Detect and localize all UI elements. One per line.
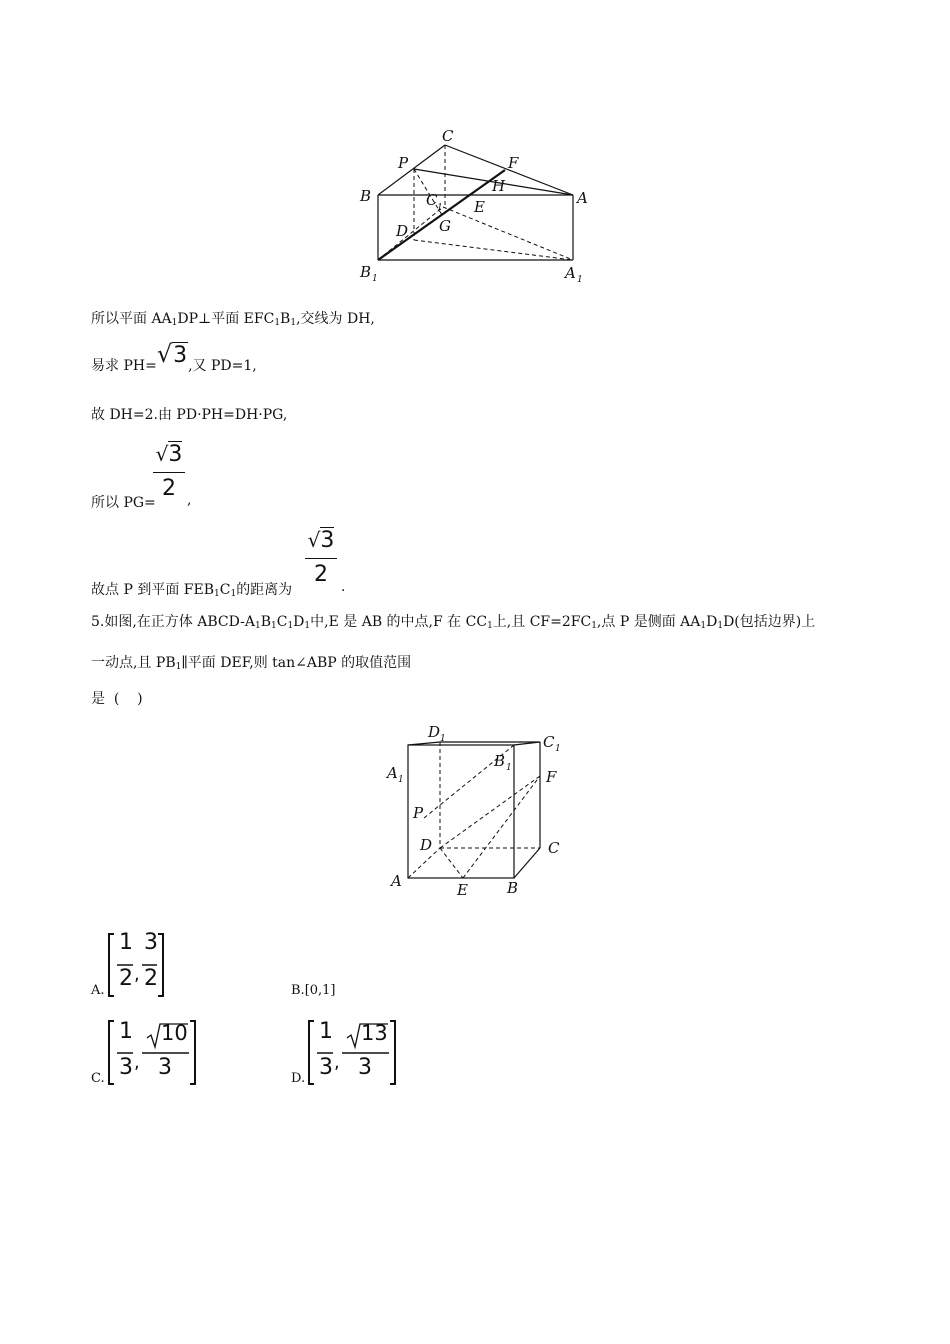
left-bracket: [109, 1021, 114, 1084]
text-segment-group: [91, 579, 292, 599]
radicand: 3: [173, 343, 188, 368]
option-label: A.: [91, 983, 105, 998]
label-E: E: [474, 198, 485, 216]
subscript: 1: [487, 621, 493, 631]
radicand: 3: [168, 442, 183, 467]
text-segment: .: [341, 579, 346, 595]
comma: ,: [134, 1052, 140, 1073]
option-B[interactable]: [291, 983, 336, 998]
text-segment: 一动点,且 PB: [91, 655, 176, 671]
fraction-numerator: 3: [144, 930, 158, 955]
radical-sign: √: [156, 340, 173, 368]
label-F: F: [546, 768, 557, 786]
label-C: C: [442, 127, 454, 145]
edge-BC: [378, 145, 445, 195]
subscript: 1: [214, 589, 220, 599]
label-A1-sub: 1: [398, 775, 404, 785]
sqrt-expression: [156, 340, 188, 368]
left-bracket: [309, 1021, 314, 1084]
fraction-denominator: 2: [314, 562, 328, 587]
text-segment: ,又 PD=1,: [188, 358, 257, 374]
label-F: F: [508, 154, 519, 172]
subscript: 1: [304, 621, 311, 631]
fraction-numerator: 1: [319, 1019, 333, 1044]
text-segment: ,点 P 是侧面 AA: [596, 614, 701, 630]
text-segment: 所以平面 AA: [91, 311, 172, 327]
option-label: D.: [291, 1071, 306, 1086]
problem-line-2: [91, 653, 411, 677]
fraction-denominator: 3: [319, 1055, 333, 1080]
label-A1-sub: 1: [577, 275, 583, 285]
label-C: C: [548, 839, 560, 857]
fraction-numerator: 13: [361, 1021, 388, 1045]
text-segment: ,: [187, 492, 192, 508]
option-label: B.: [291, 983, 305, 998]
subscript: 1: [254, 621, 261, 631]
label-B: B: [360, 187, 372, 205]
fraction-denominator: 3: [158, 1055, 172, 1080]
label-A: A: [391, 872, 402, 890]
text-segment: D: [293, 614, 305, 630]
label-D1: D: [428, 723, 441, 741]
fraction-sqrt3-over-2: [303, 523, 339, 591]
problem-line-1: [91, 612, 815, 636]
fraction-denominator: 2: [144, 966, 158, 991]
option-D[interactable]: [291, 1017, 411, 1089]
label-G: G: [439, 217, 451, 235]
text-segment: 所以 PG=: [91, 495, 156, 511]
option-value: [0,1]: [304, 983, 336, 998]
text-segment: 易求 PH=: [91, 358, 157, 374]
radical-sign: √: [307, 528, 321, 552]
label-P: P: [398, 154, 409, 172]
label-B1-sub: 1: [372, 274, 378, 284]
label-B1: B: [360, 263, 372, 281]
label-C1: C: [543, 733, 555, 751]
comma: ,: [334, 1052, 340, 1073]
label-B1-sub: 1: [506, 763, 512, 773]
text-segment: C: [276, 614, 288, 630]
text-segment: B: [260, 614, 271, 630]
subscript: 1: [175, 662, 182, 672]
fraction-numerator: 1: [119, 1019, 133, 1044]
subscript: 1: [287, 621, 294, 631]
text-segment: ,交线为 DH,: [296, 311, 375, 327]
text-segment: 5.如图,在正方体 ABCD-A: [91, 614, 255, 630]
fraction-denominator: 2: [119, 966, 133, 991]
subscript: 1: [717, 621, 724, 631]
subscript: 1: [230, 589, 237, 599]
text-line-1: [91, 309, 375, 333]
label-B1: B: [494, 752, 506, 770]
fraction-denominator: 2: [162, 476, 176, 501]
text-segment: 故点 P 到平面 FEB: [91, 582, 214, 598]
text-segment: C: [219, 582, 231, 598]
fraction-sqrt3-over-2: [151, 437, 187, 505]
prism-figure: [355, 122, 595, 287]
label-D: D: [420, 836, 433, 854]
right-bracket: [158, 934, 163, 996]
label-C1-sub: 1: [437, 203, 443, 213]
text-segment: D(包括边界)上: [723, 614, 816, 630]
segment-DE: [440, 848, 463, 878]
label-C1-sub: 1: [555, 744, 561, 754]
text-segment: 的距离为: [236, 582, 293, 598]
label-P: P: [413, 804, 424, 822]
fraction-numerator: [151, 437, 187, 472]
label-H: H: [492, 177, 506, 195]
option-A[interactable]: [91, 930, 181, 1000]
segment-EF: [463, 776, 540, 878]
radical-sign: √: [155, 442, 169, 466]
problem-line-3: 是 ( ): [91, 691, 143, 707]
label-A1: A: [565, 264, 576, 282]
fraction-denominator: 3: [119, 1055, 133, 1080]
option-C[interactable]: [91, 1017, 211, 1089]
comma: ,: [134, 964, 140, 985]
label-C1: C: [426, 191, 438, 209]
label-A1: A: [387, 764, 398, 782]
subscript: 1: [700, 621, 707, 631]
segment-DF: [440, 776, 540, 848]
text-segment: D: [706, 614, 718, 630]
fraction-numerator: 10: [161, 1021, 188, 1045]
radicand: 3: [320, 528, 335, 553]
fraction-denominator: 3: [358, 1055, 372, 1080]
label-D: D: [396, 222, 409, 240]
text-segment: DP⊥平面 EFC: [177, 311, 275, 327]
label-D1-sub: 1: [440, 734, 446, 744]
subscript: 1: [270, 621, 277, 631]
text-segment: 中,E 是 AB 的中点,F 在 CC: [310, 614, 488, 630]
fraction-numerator: [303, 523, 339, 558]
text-segment: 上,且 CF=2FC: [492, 614, 592, 630]
edge-BC: [514, 848, 540, 878]
label-E: E: [457, 881, 468, 899]
subscript: 1: [171, 318, 178, 328]
text-line-2: [91, 340, 257, 374]
label-A: A: [577, 189, 588, 207]
option-label: C.: [91, 1071, 105, 1086]
right-bracket: [390, 1021, 395, 1084]
subscript: 1: [591, 621, 597, 631]
text-line-3: 故 DH=2.由 PD·PH=DH·PG,: [91, 407, 288, 423]
segment-B1F: [378, 170, 505, 260]
cube-figure: [380, 720, 580, 900]
left-bracket: [109, 934, 114, 996]
text-segment: ∥平面 DEF,则 tan∠ABP 的取值范围: [181, 655, 412, 671]
subscript: 1: [290, 318, 297, 328]
right-bracket: [190, 1021, 195, 1084]
fraction-numerator: 1: [119, 930, 133, 955]
subscript: 1: [274, 318, 281, 328]
label-B: B: [507, 879, 519, 897]
text-segment: B: [280, 311, 291, 327]
